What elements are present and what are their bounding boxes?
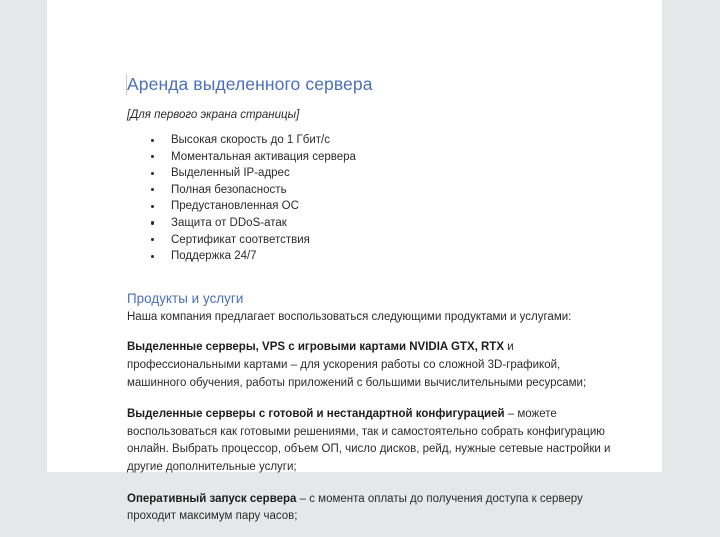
list-item-label: Полная безопасность [171,183,287,196]
paragraph-body: – с момента оплаты до получения доступа к серверу проходит максимум пару часов; [127,492,583,523]
list-item[interactable] [127,165,617,182]
paragraph[interactable] [127,339,617,392]
list-item-label: Сертификат соответствия [171,233,310,246]
paragraph[interactable] [127,406,617,476]
paragraph-body: и профессиональными картами – для ускорения работы со сложной 3D-графикой, машинного обучения, работы приложений с большими вычислительными ресурсами; [127,341,587,389]
list-item[interactable] [127,132,617,149]
bullet-icon [151,172,154,175]
document-title-row [127,72,617,96]
list-item-label: Защита от DDoS-атак [171,216,287,229]
page-title[interactable]: Аренда выделенного сервера [127,74,373,94]
list-item-label: Выделенный IP-адрес [171,167,290,180]
bullet-icon [151,188,154,191]
paragraph-lead: Выделенные серверы с готовой и нестандартной конфигурацией [127,408,505,421]
document-page [47,0,662,523]
feature-list [127,132,617,265]
list-item[interactable] [127,182,617,199]
paragraph-lead: Оперативный запуск сервера [127,492,297,505]
document-content-column [127,0,617,537]
paragraph[interactable] [127,491,617,526]
bullet-icon [151,155,154,158]
bullet-icon [151,221,154,224]
list-item[interactable] [127,198,617,215]
paragraph-body: – можете воспользоваться как готовыми решениями, так и самостоятельно собрать конфигурацию онлайн. Выбрать процессор, объем ОП, число дисков, рейд, нужные сетевые настройки и другие дополнительные услуги; [127,408,611,473]
paragraph-lead: Выделенные серверы, VPS с игровыми картами NVIDIA GTX, RTX [127,341,505,354]
bullet-icon [151,139,154,142]
list-item[interactable] [127,215,617,232]
list-item-label: Высокая скорость до 1 Гбит/с [171,134,330,146]
section-heading-products[interactable]: Продукты и услуги [127,290,244,306]
list-item[interactable] [127,248,617,265]
list-item-label: Предустановленная ОС [171,200,299,213]
list-item-label: Моментальная активация сервера [171,150,356,163]
list-item[interactable] [127,232,617,249]
list-item-label: Поддержка 24/7 [171,250,257,263]
bullet-icon [151,255,154,258]
editorial-note[interactable]: [Для первого экрана страницы] [127,109,300,121]
list-item[interactable] [127,149,617,166]
bullet-icon [151,238,154,241]
section-intro-text: Наша компания предлагает воспользоваться следующими продуктами и услугами: [127,310,572,323]
text-cursor-caret [126,74,127,95]
bullet-icon [151,205,154,208]
